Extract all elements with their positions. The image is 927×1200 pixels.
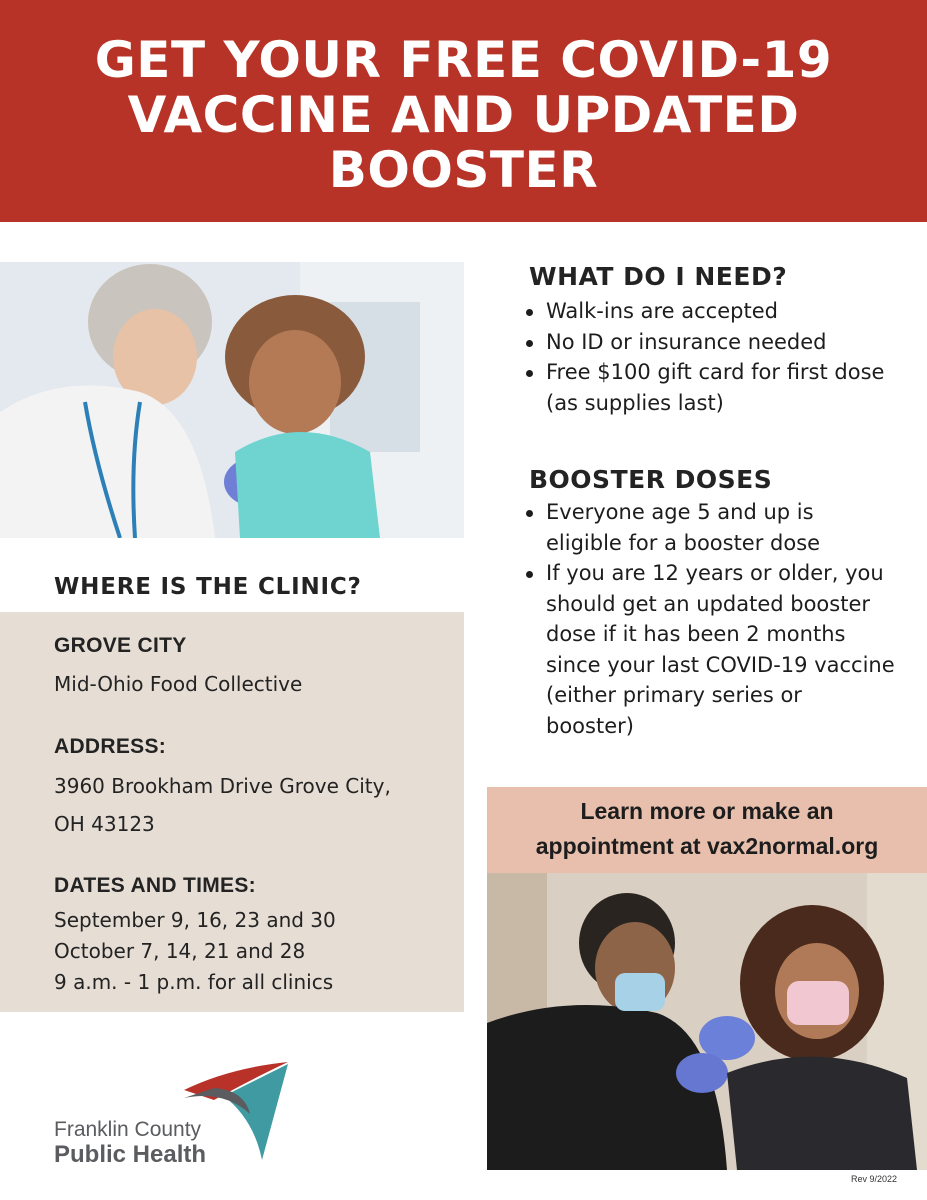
address-label: ADDRESS: — [54, 735, 167, 758]
clinic-info-box — [0, 612, 464, 1012]
cta-line-2: appointment at vax2normal.org — [535, 833, 879, 859]
address-line-2: OH 43123 — [54, 812, 155, 836]
address-line-1: 3960 Brookham Drive Grove City, — [54, 774, 391, 798]
clinic-heading: WHERE IS THE CLINIC? — [54, 574, 362, 600]
booster-heading: BOOSTER DOSES — [529, 465, 773, 494]
booster-list — [524, 497, 896, 741]
logo-text-line-2: Public Health — [54, 1141, 207, 1168]
dates-line-1: September 9, 16, 23 and 30 — [54, 908, 336, 932]
photo-man-girl — [487, 873, 927, 1170]
photo-nurse-child — [0, 262, 464, 538]
need-item: Walk-ins are accepted — [524, 296, 904, 327]
location-name: Mid-Ohio Food Collective — [54, 672, 303, 696]
page-title: GET YOUR FREE COVID-19 VACCINE AND UPDATED BOOSTER — [94, 31, 833, 199]
revision-note: Rev 9/2022 — [850, 1174, 897, 1184]
booster-item: Everyone age 5 and up is eligible for a booster dose — [524, 497, 896, 558]
cta-line-1: Learn more or make an — [580, 798, 834, 824]
need-item: Free $100 gift card for first dose (as supplies last) — [524, 357, 904, 418]
nurse-child-illustration — [0, 262, 464, 538]
cta-box — [487, 787, 927, 873]
logo-text-line-1: Franklin County — [54, 1118, 202, 1141]
man-girl-illustration — [487, 873, 927, 1170]
need-heading: WHAT DO I NEED? — [529, 262, 788, 291]
dates-line-2: October 7, 14, 21 and 28 — [54, 939, 306, 963]
dates-label: DATES AND TIMES: — [54, 874, 256, 897]
location-label: GROVE CITY — [54, 634, 187, 657]
dates-line-3: 9 a.m. - 1 p.m. for all clinics — [54, 970, 334, 994]
need-list — [524, 296, 904, 418]
booster-item: If you are 12 years or older, you should get an updated booster dose if it has been 2 months since your last COVID-19 vaccine (either primary series or booster) — [524, 558, 896, 741]
need-item: No ID or insurance needed — [524, 327, 904, 358]
header-banner — [0, 0, 927, 222]
franklin-county-logo — [54, 1060, 294, 1170]
